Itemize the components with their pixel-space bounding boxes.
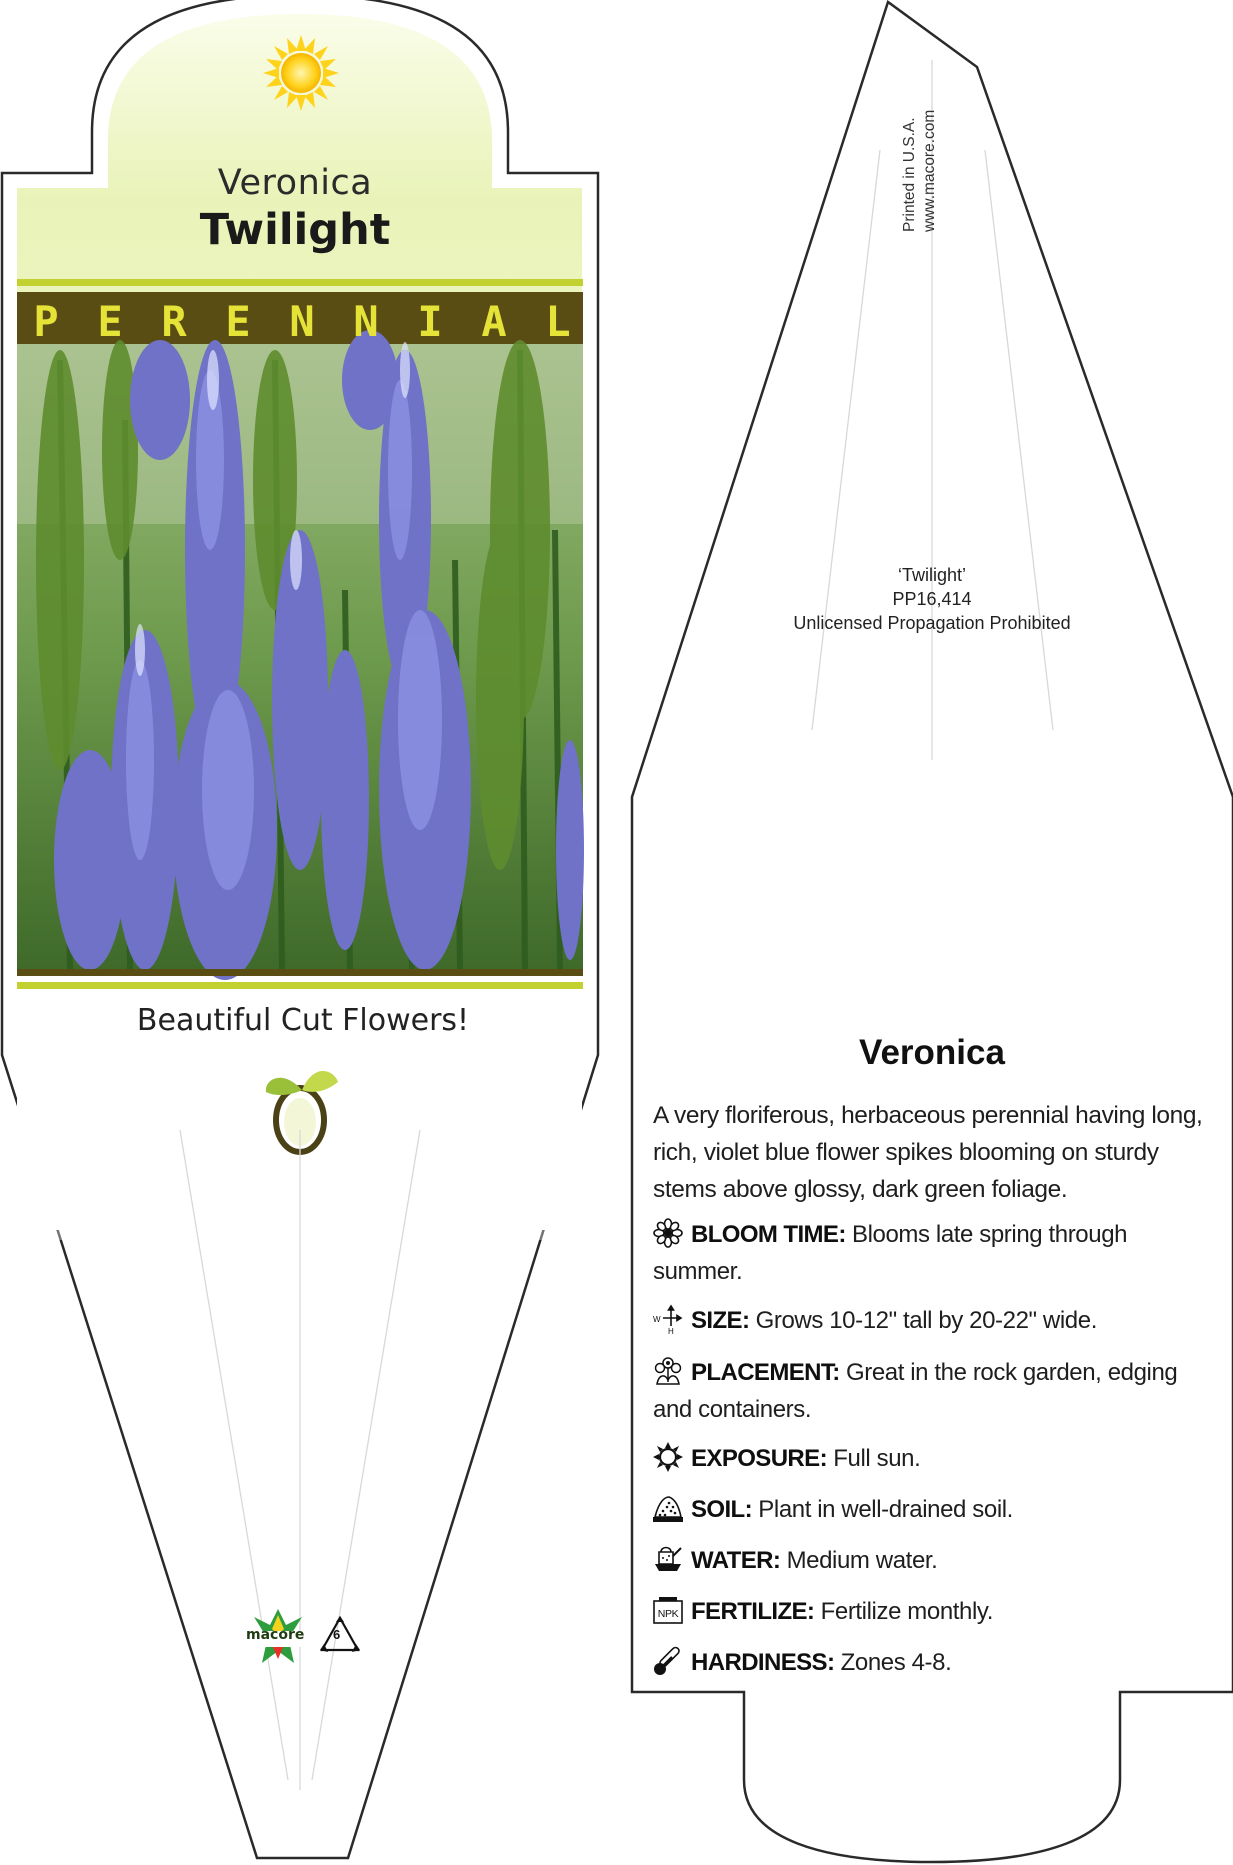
flower-photo — [17, 330, 584, 980]
care-hardiness — [653, 1644, 1213, 1681]
perennial-letter: L — [545, 296, 571, 346]
size-h-letter: H — [668, 1327, 674, 1334]
full-sun-icon — [653, 1442, 683, 1472]
flower-icon — [653, 1218, 683, 1248]
soil-text: Plant in well-drained soil. — [758, 1496, 1013, 1523]
placement-text: Great in the rock garden, edging and containers. — [653, 1359, 1178, 1423]
band-bottom-lime — [17, 982, 583, 989]
printed-line: Printed in U.S.A. — [901, 117, 918, 232]
thermometer-icon — [653, 1646, 683, 1676]
website-line: www.macore.com — [921, 109, 938, 232]
plant-genus: Veronica — [217, 163, 373, 203]
care-fertilize — [653, 1593, 1213, 1630]
plant-description: A very floriferous, herbaceous perennial having long, rich, violet blue flower spikes blooming on sturdy stems above glossy, dark green foliage. — [653, 1102, 1203, 1203]
placement-label: PLACEMENT: — [691, 1359, 840, 1386]
perennial-letter: P — [33, 296, 59, 346]
water-text: Medium water. — [786, 1547, 938, 1574]
fertilize-text: Fertilize monthly. — [820, 1598, 994, 1625]
placement-icon — [653, 1356, 683, 1386]
perennial-label — [28, 296, 576, 346]
hardiness-label: HARDINESS: — [691, 1649, 835, 1676]
care-size — [653, 1302, 1213, 1339]
perennial-letter: E — [97, 296, 123, 346]
care-soil — [653, 1491, 1213, 1528]
plant-variety: Twilight — [199, 205, 391, 255]
exposure-label: EXPOSURE: — [691, 1445, 827, 1472]
size-text: Grows 10-12" tall by 20-22" wide. — [755, 1307, 1097, 1334]
band-bottom-dark — [17, 969, 583, 976]
patent-info — [732, 563, 1132, 635]
fertilize-label: FERTILIZE: — [691, 1598, 815, 1625]
care-water — [653, 1542, 1213, 1579]
back-heading: Veronica — [859, 1033, 1005, 1072]
bloom-time-label: BLOOM TIME: — [691, 1221, 846, 1248]
watering-can-icon — [653, 1544, 683, 1574]
care-placement — [653, 1354, 1213, 1428]
hardiness-text: Zones 4-8. — [840, 1649, 952, 1676]
perennial-letter: N — [353, 296, 379, 346]
size-arrows-icon — [653, 1304, 683, 1334]
npk-icon — [653, 1595, 683, 1625]
brand-name: macore — [246, 1627, 305, 1643]
sun-icon — [263, 35, 339, 111]
patent-number: PP16,414 — [892, 589, 972, 609]
water-label: WATER: — [691, 1547, 781, 1574]
size-label: SIZE: — [691, 1307, 750, 1334]
printed-in — [900, 62, 940, 232]
patent-notice: Unlicensed Propagation Prohibited — [793, 613, 1071, 633]
size-w-letter: W — [653, 1315, 661, 1324]
band-top-lime — [17, 279, 583, 286]
tagline: Beautiful Cut Flowers! — [136, 1003, 470, 1038]
care-exposure — [653, 1440, 1213, 1477]
patent-variety: ‘Twilight’ — [897, 565, 967, 585]
recycle-code: 6 — [333, 1627, 341, 1642]
soil-label: SOIL: — [691, 1496, 752, 1523]
soil-icon — [653, 1493, 683, 1523]
exposure-text: Full sun. — [833, 1445, 921, 1472]
npk-text: NPK — [657, 1608, 679, 1620]
perennial-letter: A — [481, 296, 507, 346]
care-bloom-time — [653, 1216, 1213, 1290]
perennial-letter: I — [417, 296, 443, 346]
bloom-time-text: Blooms late spring through summer. — [653, 1221, 1128, 1285]
perennial-letter: N — [289, 296, 315, 346]
perennial-letter: R — [161, 296, 187, 346]
perennial-letter: E — [225, 296, 251, 346]
